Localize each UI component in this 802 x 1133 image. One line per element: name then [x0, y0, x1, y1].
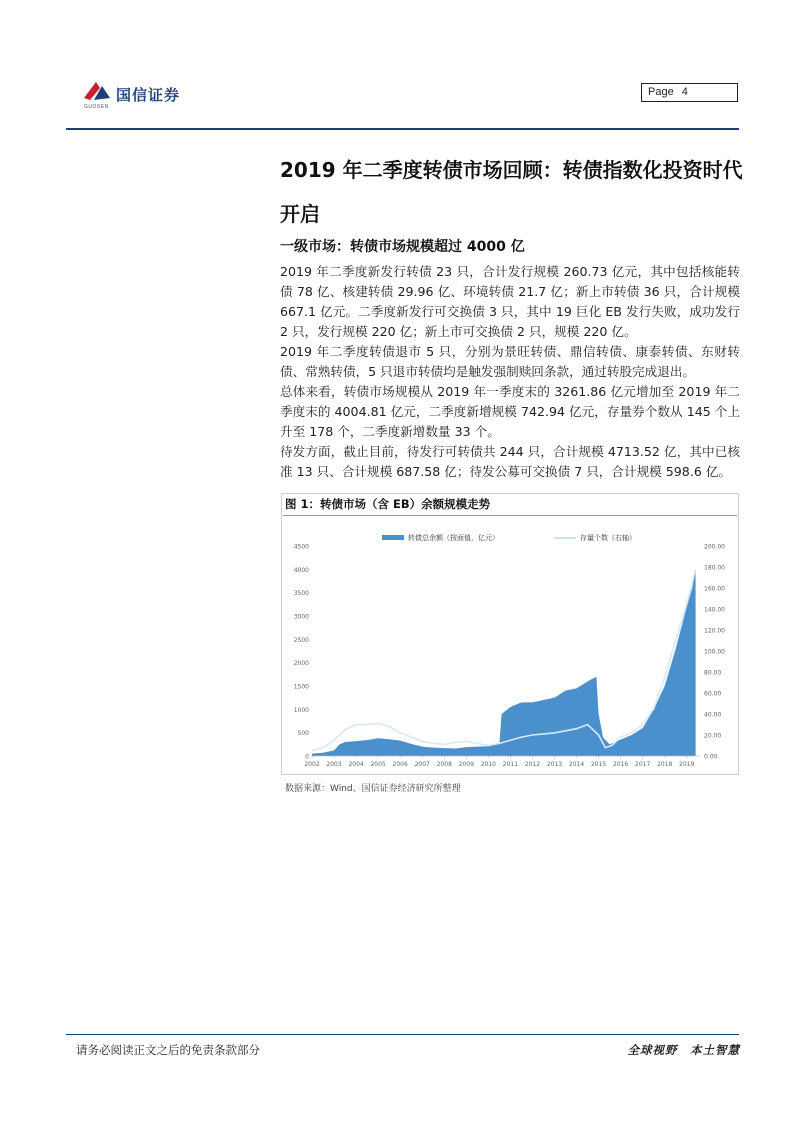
figure-caption: 图 1：转债市场（含 EB）余额规模走势: [285, 497, 491, 511]
x-tick-label: 2013: [546, 761, 563, 768]
y-right-tick-label: 40.00: [704, 711, 722, 719]
y-left-tick-label: 4000: [293, 566, 309, 574]
footer-divider: [66, 1034, 739, 1035]
x-tick-label: 2008: [436, 761, 452, 768]
legend-label-count: 存量个数（右轴）: [580, 534, 636, 542]
legend-label-balance: 转债总余额（按面值，亿元）: [408, 534, 499, 542]
page-label: Page: [648, 86, 674, 98]
x-tick-label: 2011: [502, 761, 519, 768]
y-right-tick-label: 200.00: [704, 543, 725, 551]
page-number: 4: [681, 86, 688, 98]
header-divider: [66, 128, 739, 130]
y-right-tick-label: 20.00: [704, 732, 722, 740]
y-right-tick-label: 120.00: [704, 627, 725, 635]
y-right-tick-label: 0.00: [704, 753, 718, 761]
logo-mark-icon: [80, 78, 114, 104]
legend-swatch-balance: [382, 535, 404, 540]
y-left-tick-label: 2000: [293, 660, 309, 668]
x-tick-label: 2003: [326, 761, 342, 768]
x-tick-label: 2018: [657, 761, 673, 768]
plot-area: [312, 569, 696, 756]
x-tick-label: 2016: [612, 761, 629, 768]
y-left-tick-label: 2500: [293, 636, 309, 644]
y-right-tick-label: 60.00: [704, 690, 722, 698]
y-left-tick-label: 0: [305, 753, 309, 761]
paragraph-issuance: 2019 年二季度新发行转债 23 只，合计发行规模 260.73 亿元，其中包括核能转债 78 亿、核建转债 29.96 亿、环境转债 21.7 亿；新上市转债 36 只，合计规模 667.1 亿元。二季度新发行可交换债 3 只，其中 19 巨化 EB 发行失败，成功发行 2 只，发行规模 220 亿；新上市可交换债 2 只，规模 220 亿。: [280, 264, 740, 339]
figure-caption-divider: [283, 515, 737, 516]
x-tick-label: 2002: [304, 761, 320, 768]
report-title: 2019 年二季度转债市场回顾：转债指数化投资时代开启: [280, 158, 743, 226]
footer-disclaimer: 请务必阅读正文之后的免责条款部分: [76, 1043, 260, 1057]
figure-source: 数据来源：Wind、国信证券经济研究所整理: [285, 784, 461, 794]
logo-text: 国信证券: [116, 86, 181, 104]
page-indicator: [641, 83, 738, 102]
x-tick-label: 2010: [480, 761, 497, 768]
x-tick-label: 2019: [679, 761, 695, 768]
y-left-tick-label: 3000: [293, 613, 309, 621]
paragraph-delisting: 2019 年二季度转债退市 5 只，分别为景旺转债、鼎信转债、康泰转债、东财转债、常熟转债，5 只退市转债均是触发强制赎回条款，通过转股完成退出。: [280, 344, 740, 379]
x-tick-label: 2014: [568, 761, 585, 768]
x-tick-label: 2005: [370, 761, 386, 768]
x-tick-label: 2007: [414, 761, 430, 768]
section-title: 一级市场：转债市场规模超过 4000 亿: [280, 239, 525, 255]
y-left-tick-label: 4500: [293, 543, 309, 551]
x-tick-label: 2006: [392, 761, 408, 768]
paragraph-summary: 总体来看，转债市场规模从 2019 年一季度末的 3261.86 亿元增加至 2019 年二季度末的 4004.81 亿元，二季度新增规模 742.94 亿元，存量券个数从 145 个上升至 178 个，二季度新增数量 33 个。: [280, 384, 740, 439]
paragraph-pipeline: 待发方面，截止目前，待发行可转债共 244 只，合计规模 4713.52 亿，其中已核准 13 只、合计规模 687.58 亿；待发公募可交换债 7 只，合计规模 598.6 亿。: [280, 444, 740, 479]
y-left-tick-label: 1500: [293, 683, 309, 691]
x-tick-label: 2004: [348, 761, 364, 768]
x-tick-label: 2009: [458, 761, 474, 768]
x-tick-label: 2015: [590, 761, 607, 768]
logo-subtext: GUOSEN: [84, 104, 109, 110]
company-logo: [80, 78, 220, 112]
footer-slogan: 全球视野 本土智慧: [627, 1043, 740, 1057]
y-right-tick-label: 80.00: [704, 669, 722, 677]
balance-trend-chart: [284, 530, 732, 770]
x-tick-label: 2012: [524, 761, 541, 768]
y-left-tick-label: 3500: [293, 590, 309, 598]
y-right-tick-label: 140.00: [704, 606, 725, 614]
y-left-tick-label: 1000: [293, 706, 309, 714]
y-right-tick-label: 160.00: [704, 585, 725, 593]
chart-legend: [382, 533, 636, 543]
y-right-tick-label: 100.00: [704, 648, 725, 656]
y-left-tick-label: 500: [297, 730, 309, 738]
x-tick-label: 2017: [635, 761, 651, 768]
y-right-tick-label: 180.00: [704, 564, 725, 572]
